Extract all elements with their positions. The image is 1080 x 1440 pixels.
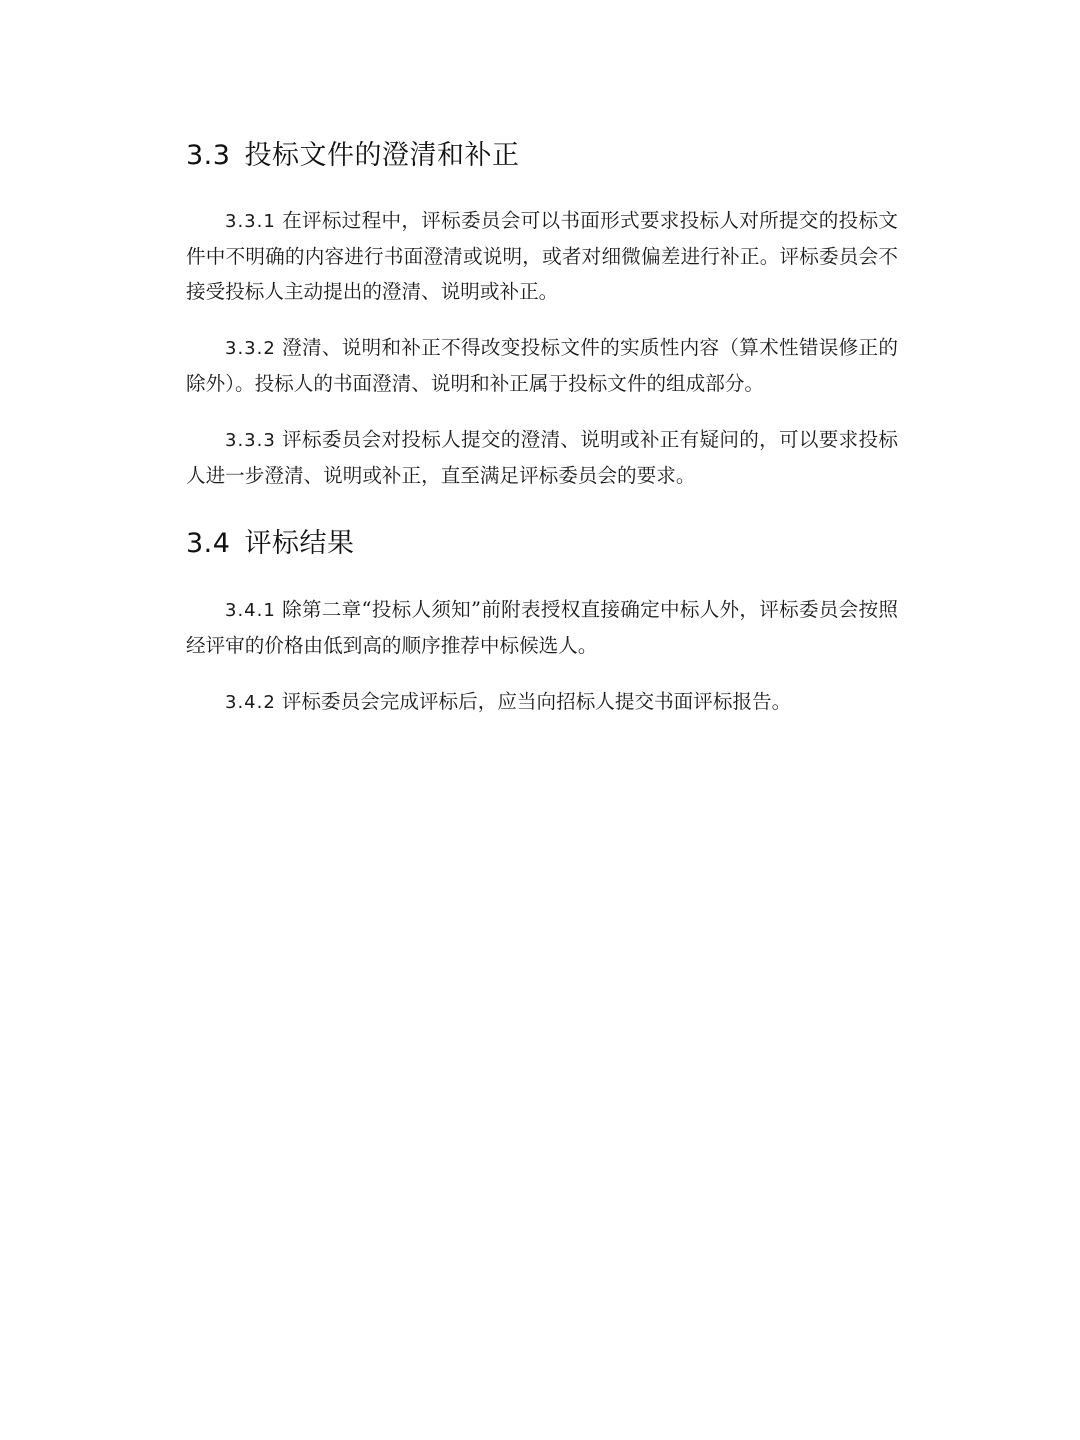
paragraph-number: 3.3.3 [225, 430, 276, 451]
section-number: 3.4 [186, 528, 231, 559]
paragraph-3-4-2 [186, 684, 898, 720]
paragraph-number: 3.3.2 [225, 338, 276, 359]
section-heading-3-3 [186, 133, 519, 172]
paragraph-number: 3.4.2 [225, 692, 276, 713]
paragraph-text: 澄清、说明和补正不得改变投标文件的实质性内容（算术性错误修正的除外）。投标人的书面澄清、说明和补正属于投标文件的组成部分。 [186, 336, 898, 395]
paragraph-text: 除第二章“投标人须知”前附表授权直接确定中标人外，评标委员会按照经评审的价格由低到高的顺序推荐中标候选人。 [186, 598, 898, 657]
paragraph-number: 3.3.1 [225, 211, 276, 232]
section-number: 3.3 [186, 140, 231, 171]
paragraph-3-3-3 [186, 422, 898, 493]
paragraph-text: 在评标过程中，评标委员会可以书面形式要求投标人对所提交的投标文件中不明确的内容进行书面澄清或说明，或者对细微偏差进行补正。评标委员会不接受投标人主动提出的澄清、说明或补正。 [186, 209, 898, 303]
section-heading-3-4 [186, 521, 354, 560]
paragraph-text: 评标委员会对投标人提交的澄清、说明或补正有疑问的，可以要求投标人进一步澄清、说明或补正，直至满足评标委员会的要求。 [186, 428, 898, 487]
paragraph-number: 3.4.1 [225, 600, 276, 621]
section-title: 评标结果 [244, 528, 355, 559]
paragraph-3-3-2 [186, 330, 898, 401]
paragraph-3-3-1 [186, 203, 898, 309]
paragraph-text: 评标委员会完成评标后，应当向招标人提交书面评标报告。 [281, 690, 792, 713]
paragraph-3-4-1 [186, 592, 898, 663]
section-title: 投标文件的澄清和补正 [244, 140, 520, 171]
